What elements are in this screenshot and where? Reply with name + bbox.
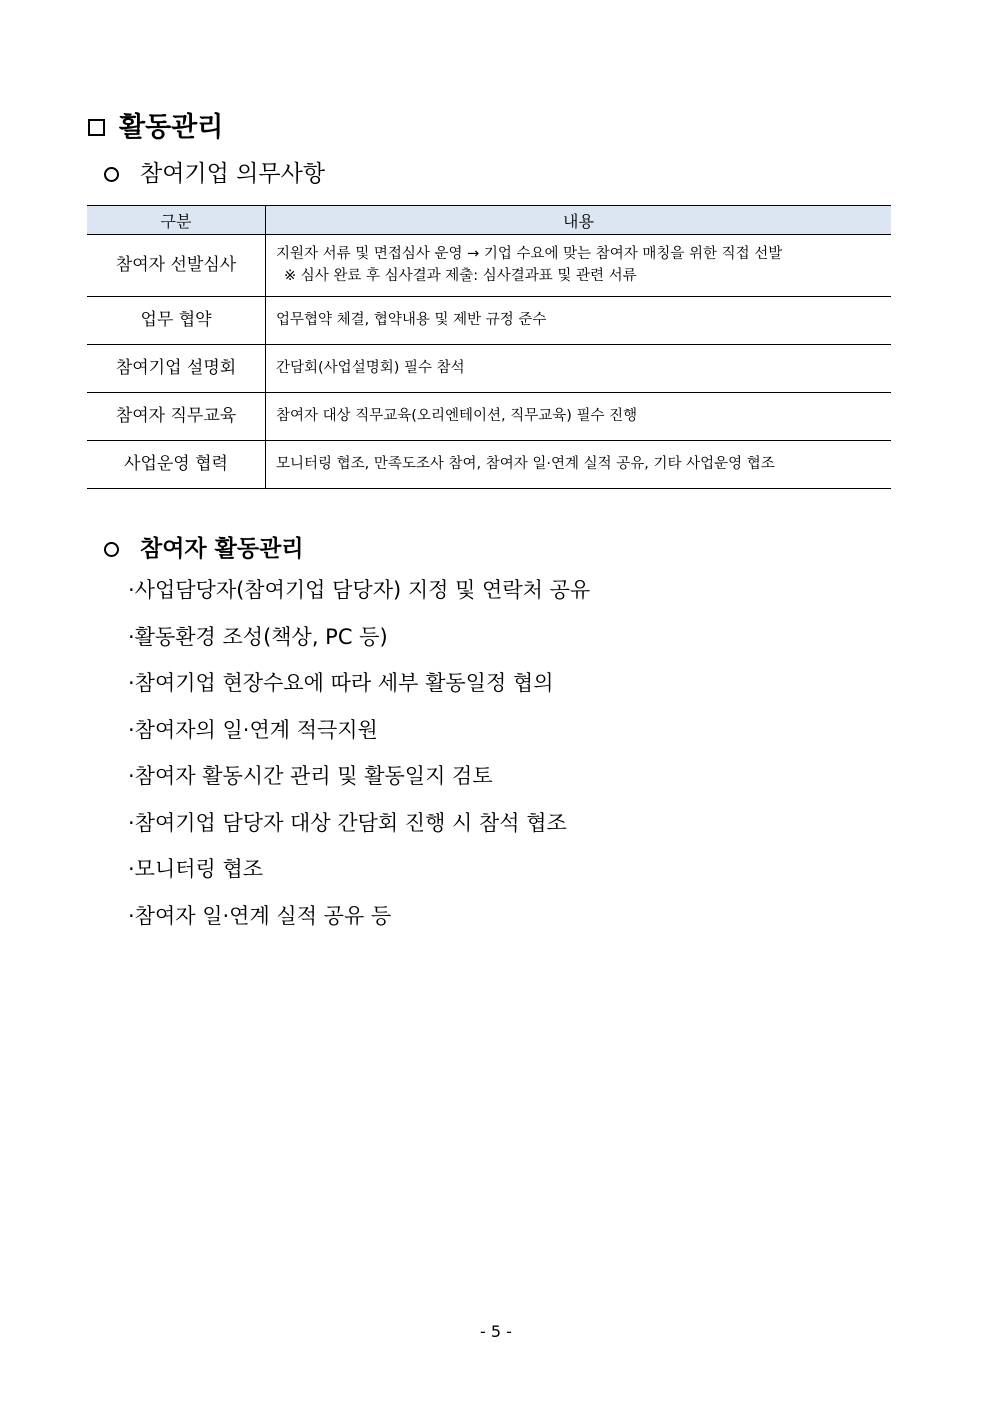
row-content: 모니터링 협조, 만족도조사 참여, 참여자 일·연계 실적 공유, 기타 사업운영 협조 [266, 441, 892, 489]
list-item: ·참여기업 담당자 대상 간담회 진행 시 참석 협조 [128, 810, 567, 835]
row-category: 참여기업 설명회 [87, 345, 266, 393]
activity-list [128, 574, 590, 946]
row-content-note: ※ 심사 완료 후 심사결과 제출: 심사결과표 및 관련 서류 [284, 267, 637, 284]
list-item: ·모니터링 협조 [128, 857, 264, 881]
table-row [87, 441, 891, 489]
row-content: 업무협약 체결, 협약내용 및 제반 규정 준수 [266, 297, 892, 345]
subsection-title-duties-text: 참여기업 의무사항 [140, 161, 326, 187]
row-category: 사업운영 협력 [87, 441, 266, 489]
circle-bullet-icon [104, 542, 119, 557]
page-number: - 5 - [480, 1322, 512, 1341]
header-content: 내용 [266, 206, 892, 235]
list-item: ·참여기업 현장수요에 따라 세부 활동일정 협의 [128, 671, 554, 695]
table-row [87, 297, 891, 345]
header-category: 구분 [87, 206, 266, 235]
row-category: 참여자 선발심사 [87, 235, 266, 297]
table-row [87, 235, 891, 297]
list-item: ·사업담당자(참여기업 담당자) 지정 및 연락처 공유 [128, 578, 591, 602]
subsection-title-activity-text: 참여자 활동관리 [140, 536, 304, 562]
row-content [266, 235, 892, 297]
list-item: ·참여자의 일·연계 적극지원 [128, 717, 378, 742]
row-category: 업무 협약 [87, 297, 266, 345]
row-category: 참여자 직무교육 [87, 393, 266, 441]
list-item: ·활동환경 조성(책상, PC 등) [128, 624, 388, 649]
row-content-main: 지원자 서류 및 면접심사 운영 → 기업 수요에 맞는 참여자 매칭을 위한 직접 선발 [276, 246, 783, 263]
duties-table [87, 205, 891, 489]
square-bullet-icon [88, 119, 105, 136]
row-content: 간담회(사업설명회) 필수 참석 [266, 345, 892, 393]
list-item: ·참여자 일·연계 실적 공유 등 [128, 903, 392, 928]
table-row [87, 393, 891, 441]
table-header-row [87, 206, 891, 235]
section-title [88, 114, 223, 141]
subsection-title-activity [100, 538, 304, 561]
section-title-text: 활동관리 [119, 112, 224, 143]
list-item: ·참여자 활동시간 관리 및 활동일지 검토 [128, 764, 493, 788]
subsection-title-duties [100, 163, 325, 186]
circle-bullet-icon [104, 167, 119, 182]
row-content: 참여자 대상 직무교육(오리엔테이션, 직무교육) 필수 진행 [266, 393, 892, 441]
table-row [87, 345, 891, 393]
